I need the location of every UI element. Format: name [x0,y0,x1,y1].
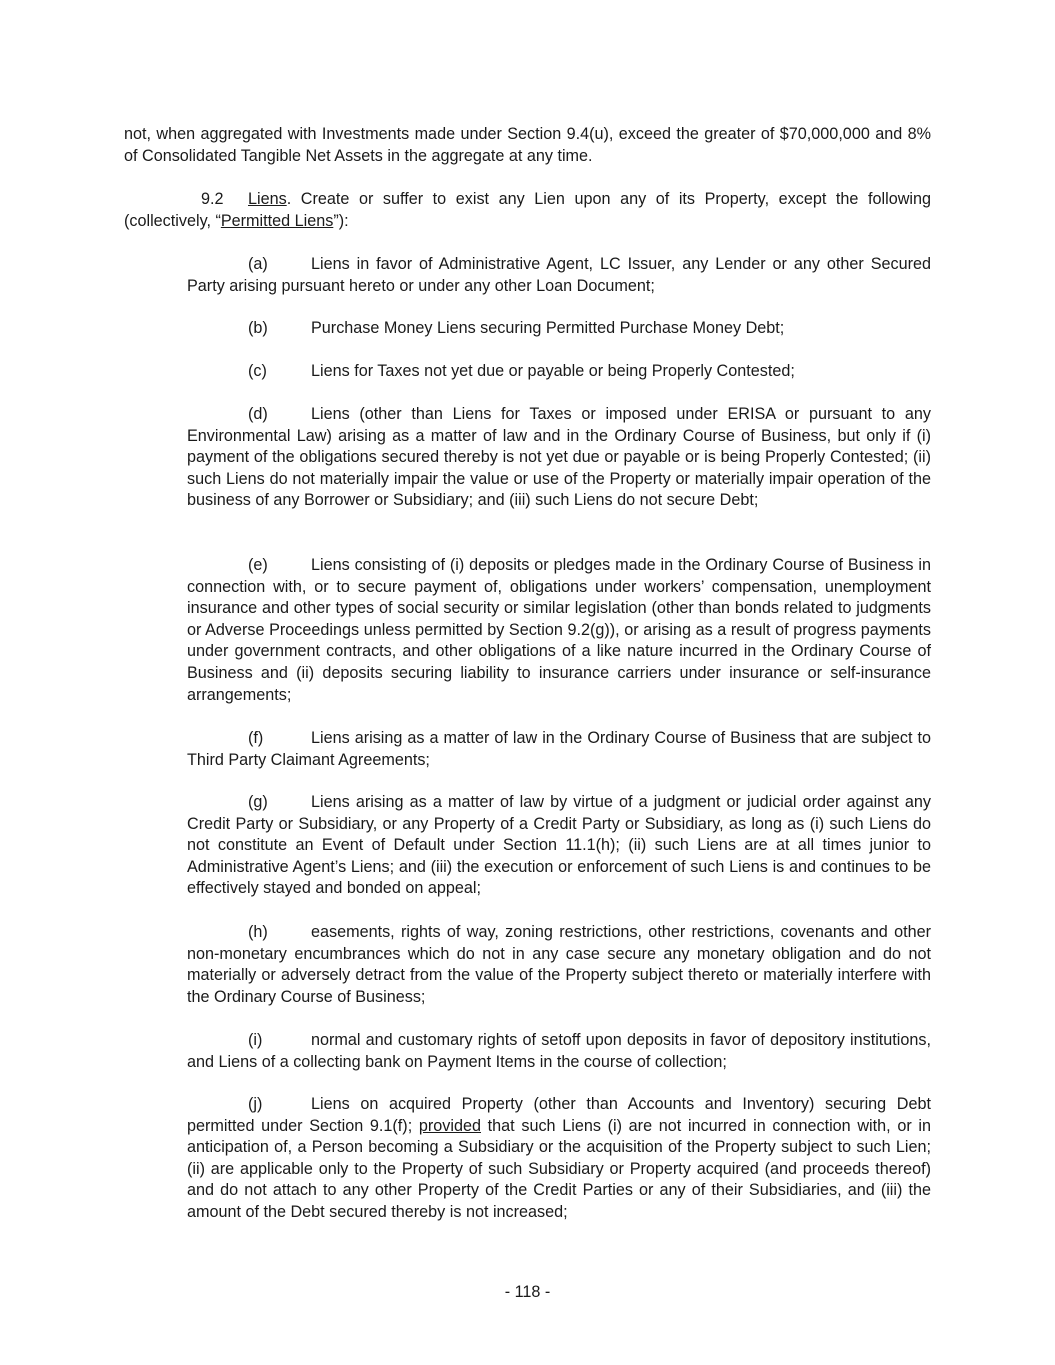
list-item [187,1030,931,1073]
item-text: Liens in favor of Administrative Agent, LC Issuer, any Lender or any other Secured Party arising pursuant hereto or under any other Loan Document; [187,255,931,295]
list-item [187,792,931,900]
list-item [187,404,931,512]
item-text: Purchase Money Liens securing Permitted Purchase Money Debt; [311,319,785,337]
item-text: easements, rights of way, zoning restrictions, other restrictions, covenants and other non-monetary encumbrances which do not in any case secure any monetary obligation and do not materially or adversely detract from the value of the Property subject thereto or materially interfere with the Ordinary Course of Business; [187,923,931,1006]
item-label: (b) [248,319,268,337]
proviso-term: provided [418,1116,481,1135]
list-item [187,555,931,706]
list-item [187,361,931,383]
item-label: (d) [248,405,268,423]
item-text: Liens consisting of (i) deposits or pledges made in the Ordinary Course of Business in connection with, or to secure payment of, obligations under workers’ compensation, unemployment insurance and other types of social security or similar legislation (other than bonds related to judgments or Adverse Proceedings unless permitted by Section 9.2(g)), or arising as a result of progress payments under government contracts, and other obligations of a like nature incurred in the Ordinary Course of Business and (ii) deposits securing liability to insurance carriers under insurance or self-insurance arrangements; [187,556,931,704]
page-number: - 118 - [504,1283,551,1301]
item-text: Liens for Taxes not yet due or payable or being Properly Contested; [311,362,795,380]
item-text-b: that such Liens (i) are not incurred in connection with, or in anticipation of, a Person becoming a Subsidiary or the acquisition of the Property subject to such Lien; (ii) are applicable only to the Property of such Subsidiary or Property acquired (and proceeds thereof) and do not attach to any other Property of the Credit Parties or any of their Subsidiaries, and (iii) the amount of the Debt secured thereby is not increased; [187,1116,932,1221]
item-text-a: Liens on acquired Property (other than Accounts and Inventory) securing Debt permitted under Section 9.1(f); [187,1095,931,1135]
section-number: 9.2 [201,190,224,208]
section-body-a: . Create or suffer to exist any Lien upon any of its Property, except the following (collectively, “ [124,190,931,230]
item-label: (i) [248,1031,263,1049]
item-label: (j) [248,1095,263,1113]
item-text: normal and customary rights of setoff upon deposits in favor of depository institutions, and Liens of a collecting bank on Payment Items in the course of collection; [187,1031,931,1071]
list-item [187,1094,931,1224]
section-9-2-paragraph [124,189,931,232]
item-text: Liens arising as a matter of law by virtue of a judgment or judicial order against any Credit Party or Subsidiary, or any Property of a Credit Party or Subsidiary, as long as (i) such Liens do not constitute an Event of Default under Section 11.1(h); (ii) such Liens are at all times junior to Administrative Agent’s Liens; and (iii) the execution or enforcement of such Liens is and continues to be effectively stayed and bonded on appeal; [187,793,931,898]
item-label: (f) [248,729,264,747]
list-item [187,318,931,340]
item-label: (e) [248,556,268,574]
item-text: Liens (other than Liens for Taxes or imposed under ERISA or pursuant to any Environmental Law) arising as a matter of law and in the Ordinary Course of Business, but only if (i) payment of the obligations secured thereby is not yet due or payable or is being Properly Contested; (ii) such Liens do not materially impair the value or use of the Property or materially impair operation of the business of any Borrower or Subsidiary; and (iii) such Liens do not secure Debt; [187,405,931,510]
list-item [187,922,931,1008]
item-text: Liens arising as a matter of law in the Ordinary Course of Business that are subject to Third Party Claimant Agreements; [187,729,931,769]
section-body-b: ”): [333,211,349,230]
item-label: (h) [248,923,268,941]
list-item [187,254,931,297]
list-item [187,728,931,771]
item-label: (g) [248,793,268,811]
section-title: Liens [248,190,287,208]
defined-term: Permitted Liens [220,211,334,230]
item-label: (c) [248,362,267,380]
item-label: (a) [248,255,268,273]
continuation-paragraph: not, when aggregated with Investments made under Section 9.4(u), exceed the greater of $70,000,000 and 8% of Consolidated Tangible Net Assets in the aggregate at any time. [124,125,931,165]
